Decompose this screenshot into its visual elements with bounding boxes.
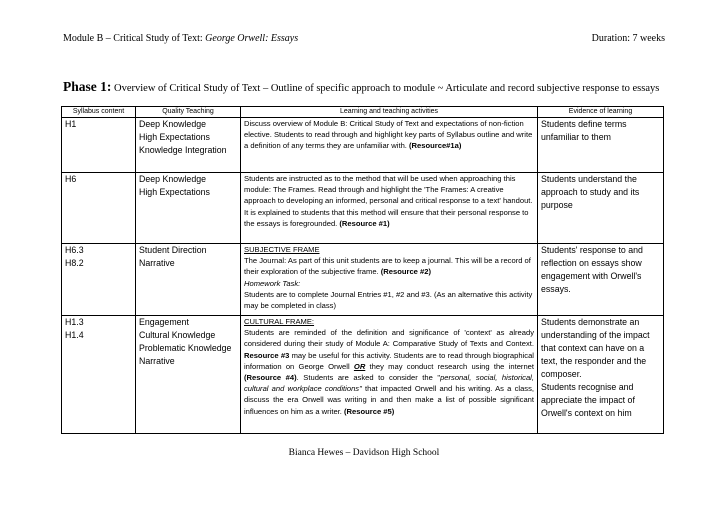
activity-text: Students are instructed as to the method that will be used when approaching this module: The Frames. Read through and highlight the 'The Frames: A creative approach to developing an informed, personal and critical response to a text' handout. It is explained to students that this method will ensure that their personal response to the essays is foregrounded.: [244, 174, 533, 228]
quality-item: Narrative: [139, 258, 175, 268]
quality-item: High Expectations: [139, 187, 210, 197]
phase-heading: [63, 79, 665, 95]
evidence-cell: Students' response to and reflection on essays show engagement with Orwell's essays.: [538, 244, 664, 316]
activity-cell: [241, 173, 538, 244]
quality-cell: [136, 173, 241, 244]
syllabus-code: H6.3: [65, 245, 84, 255]
duration: Duration: 7 weeks: [591, 33, 665, 44]
quality-item: Deep Knowledge: [139, 174, 207, 184]
quality-cell: [136, 244, 241, 316]
syllabus-cell: [62, 173, 136, 244]
quality-item: Deep Knowledge: [139, 119, 207, 129]
header-evidence-of-learning: Evidence of learning: [538, 107, 664, 118]
evidence-cell: Students understand the approach to study and its purpose: [538, 173, 664, 244]
header-learning-activities: Learning and teaching activities: [241, 107, 538, 118]
teaching-program-table: [61, 106, 664, 434]
resource-ref: (Resource #1): [339, 218, 390, 228]
emphasis-or: OR: [353, 361, 366, 371]
syllabus-code: H6: [65, 174, 77, 184]
syllabus-cell: [62, 244, 136, 316]
homework-text: Students are to complete Journal Entries #1, #2 and #3. (As an alternative this activity may be completed in class): [244, 289, 533, 311]
evidence-item: Students demonstrate an understanding of the impact that context can have on a text, the responder and the composer.: [541, 317, 650, 379]
activity-cell: [241, 244, 538, 316]
syllabus-code: H8.2: [65, 258, 84, 268]
activity-cell: [241, 316, 538, 434]
quality-item: Cultural Knowledge: [139, 330, 216, 340]
phase-label: Phase 1:: [63, 79, 112, 94]
page-header: [63, 33, 665, 47]
quality-item: Engagement: [139, 317, 189, 327]
quality-item: Narrative: [139, 356, 175, 366]
quality-item: Knowledge Integration: [139, 145, 227, 155]
resource-ref: (Resource#1a): [409, 141, 462, 151]
quality-cell: [136, 316, 241, 434]
module-title-italic: George Orwell: Essays: [205, 33, 299, 44]
syllabus-code: H1: [65, 119, 77, 129]
italic-quote: personal, social, historical, cultural and workplace conditions": [244, 373, 534, 394]
activity-text: . Students are asked to consider the ": [296, 373, 441, 383]
table-row: [62, 244, 664, 316]
frame-heading: SUBJECTIVE FRAME: [244, 245, 320, 254]
syllabus-cell: [62, 118, 136, 173]
activity-text: that impacted Orwell and his writing. As a class, discuss the era Orwell was writing in and then make a list of possible significant influences on him as a writer.: [244, 384, 534, 416]
table-row: [62, 316, 664, 434]
resource-ref: (Resource #5): [344, 406, 395, 416]
frame-heading: CULTURAL FRAME:: [244, 317, 315, 326]
activity-text: may be useful for this activity. Students are to read through biographical information on George Orwell: [244, 350, 534, 371]
page-footer: Bianca Hewes – Davidson High School: [288, 448, 440, 458]
activity-text: Discuss overview of Module B: Critical Study of Text and expectations of non-fiction elective. Students to read through and highlight key parts of Syllabus outline and write a definition of any terms they are unfamiliar with.: [244, 119, 533, 151]
resource-ref: (Resource #2): [380, 267, 431, 277]
quality-item: High Expectations: [139, 132, 210, 142]
quality-item: Problematic Knowledge: [139, 343, 232, 353]
header-syllabus-content: Syllabus content: [62, 107, 136, 118]
evidence-cell: [538, 316, 664, 434]
activity-text: Students are reminded of the definition and significance of 'context' as already considered during their study of Module A: Comparative Study of Texts and Context.: [244, 328, 534, 349]
syllabus-cell: [62, 316, 136, 434]
activity-text: they may conduct research using the internet: [365, 361, 534, 371]
evidence-item: Students recognise and appreciate the impact of Orwell's context on him: [541, 382, 635, 418]
homework-heading: Homework Task:: [244, 278, 301, 288]
phase-text: Overview of Critical Study of Text – Outline of specific approach to module ~ Articulate and record subjective response to essays: [114, 83, 660, 94]
activity-cell: [241, 118, 538, 173]
table-row: [62, 118, 664, 173]
activity-text: The Journal: As part of this unit students are to keep a journal. This will be a record of their exploration of the subjective frame.: [244, 256, 531, 277]
syllabus-code: H1.3: [65, 317, 84, 327]
table-header-row: [62, 107, 664, 118]
module-title: [63, 33, 298, 44]
resource-ref: Resource #3: [244, 350, 290, 360]
quality-item: Student Direction: [139, 245, 207, 255]
resource-ref: (Resource #4): [244, 373, 297, 383]
syllabus-code: H1.4: [65, 330, 84, 340]
header-quality-teaching: Quality Teaching: [136, 107, 241, 118]
module-title-plain: Module B – Critical Study of Text:: [63, 33, 203, 44]
quality-cell: [136, 118, 241, 173]
evidence-cell: Students define terms unfamiliar to them: [538, 118, 664, 173]
table-row: [62, 173, 664, 244]
